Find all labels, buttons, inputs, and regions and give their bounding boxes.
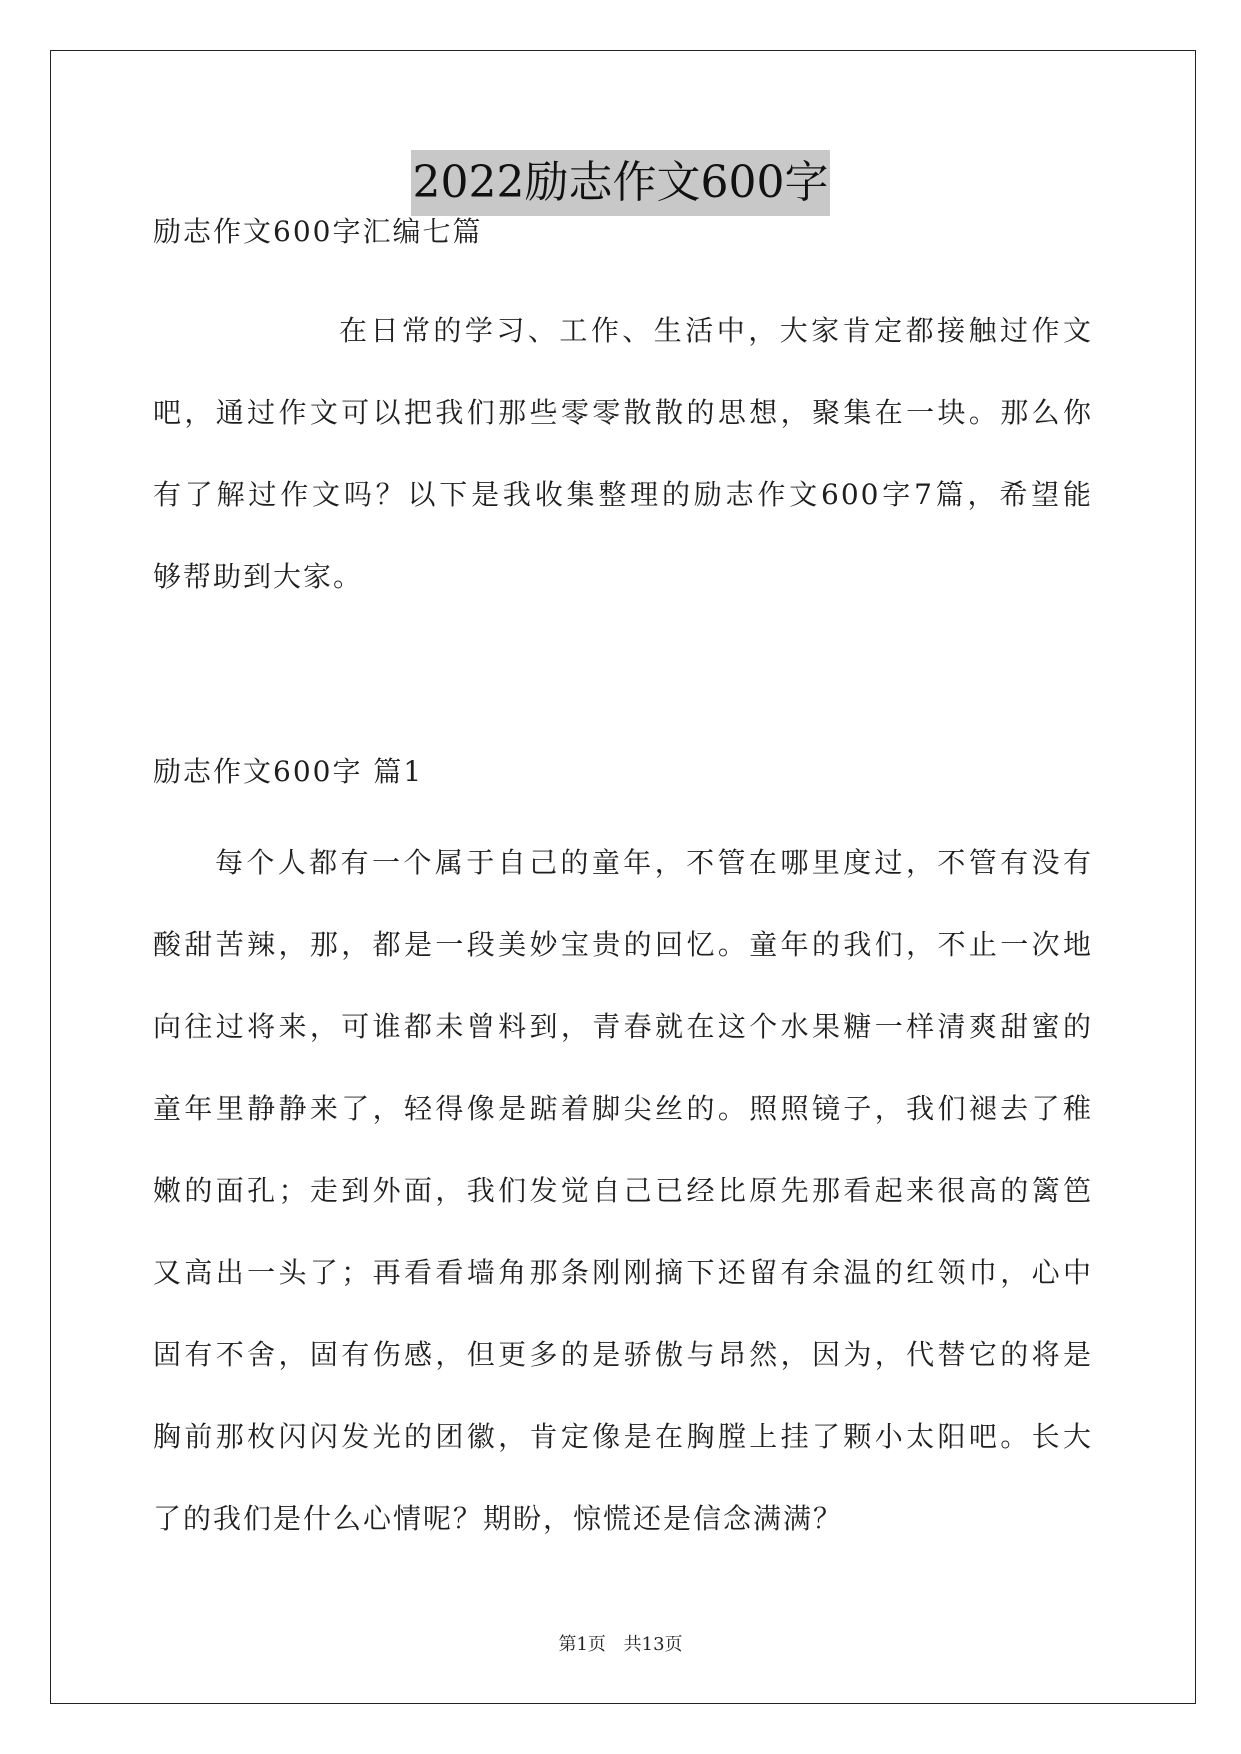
body-line: 童年里静静来了，轻得像是踮着脚尖丝的。照照镜子，我们褪去了稚 [153, 1092, 1093, 1125]
body-line: 胸前那枚闪闪发光的团徽，肯定像是在胸膛上挂了颗小太阳吧。长大 [153, 1420, 1093, 1453]
section-heading: 励志作文600字 篇1 [153, 755, 424, 788]
body-line: 了的我们是什么心情呢？期盼，惊慌还是信念满满？ [153, 1502, 844, 1535]
document-subtitle: 励志作文600字汇编七篇 [153, 215, 483, 248]
intro-line: 在日常的学习、工作、生活中，大家肯定都接触过作文 [339, 314, 1093, 347]
title-container [0, 150, 1241, 216]
page-footer [0, 1630, 1241, 1656]
page-number: 第1页 [558, 1634, 606, 1655]
body-line: 每个人都有一个属于自己的童年，不管在哪里度过，不管有没有 [215, 846, 1093, 879]
body-line: 又高出一头了；再看看墙角那条刚刚摘下还留有余温的红领巾，心中 [153, 1256, 1093, 1289]
body-line: 酸甜苦辣，那，都是一段美妙宝贵的回忆。童年的我们，不止一次地 [153, 928, 1093, 961]
body-line: 固有不舍，固有伤感，但更多的是骄傲与昂然，因为，代替它的将是 [153, 1338, 1093, 1371]
body-line: 嫩的面孔；走到外面，我们发觉自己已经比原先那看起来很高的篱笆 [153, 1174, 1093, 1207]
page-total: 共13页 [623, 1634, 683, 1655]
intro-line: 够帮助到大家。 [153, 560, 364, 593]
document-title: 2022励志作文600字 [411, 150, 831, 216]
intro-paragraph [153, 290, 1093, 618]
intro-line: 有了解过作文吗？以下是我收集整理的励志作文600字7篇，希望能 [153, 478, 1093, 511]
section1-paragraph [153, 822, 1093, 1560]
intro-line: 吧，通过作文可以把我们那些零零散散的思想，聚集在一块。那么你 [153, 396, 1093, 429]
body-line: 向往过将来，可谁都未曾料到，青春就在这个水果糖一样清爽甜蜜的 [153, 1010, 1093, 1043]
